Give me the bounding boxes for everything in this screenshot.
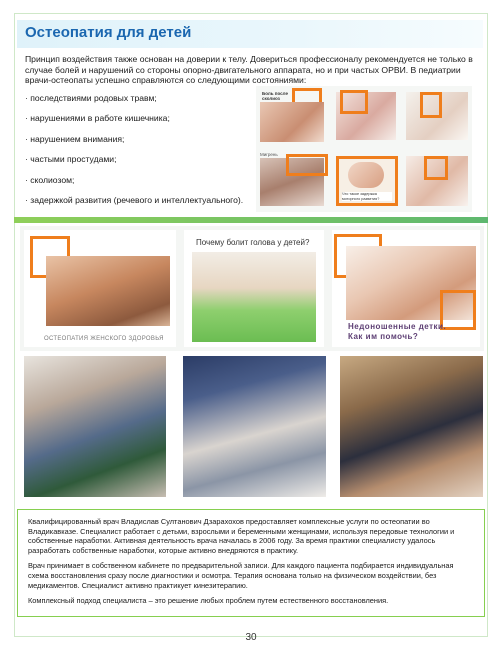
paragraph: Квалифицированный врач Владислав Султанович Дзарахохов предоставляет комплексные услуги по остеопатии во Владикавказе. Специалист работает с детьми, взрослыми и беременными женщинами, используя передовые технологии и собственные наработки. Активная деятельность врача началась в 2006 году. За время практики специалисту удалось разработать собственные наработки, которые активно внедряются в практику. xyxy=(28,517,455,555)
list-item: · задержкой развития (речевого и интеллектуального). xyxy=(25,194,244,205)
conditions-list xyxy=(25,93,255,215)
list-item: · последствиями родовых травм; xyxy=(25,93,157,103)
thumbnail-label: Мигрень xyxy=(260,152,278,157)
photo-infant-treatment xyxy=(183,356,326,497)
list-item: · нарушением внимания; xyxy=(25,133,125,144)
orange-frame xyxy=(420,92,442,118)
card-child-headache[interactable] xyxy=(184,230,324,347)
page-title: Остеопатия для детей xyxy=(25,24,192,41)
doctor-description xyxy=(17,509,485,617)
photo-back-massage xyxy=(46,256,170,326)
card-premature-babies[interactable] xyxy=(332,230,480,347)
paragraph: Врач принимает в собственном кабинете по предварительной записи. Для каждого пациента подбирается индивидуальная схема восстановления сразу после диагностики и осмотра. Терапия основана только на физическом воздействии, без медикаментов. Специалист активно практикует кинезитерапию. xyxy=(28,561,454,590)
article-cards xyxy=(20,226,484,351)
orange-frame xyxy=(286,154,328,176)
photo-doctor-with-child xyxy=(24,356,166,497)
green-divider xyxy=(14,217,488,223)
page-number: 30 xyxy=(245,632,257,643)
card-womens-health[interactable] xyxy=(24,230,176,347)
orange-frame xyxy=(424,156,448,180)
card-headline: Почему болит голова у детей? xyxy=(196,238,310,247)
card-caption: ОСТЕОПАТИЯ ЖЕНСКОГО ЗДОРОВЬЯ xyxy=(44,336,164,342)
list-item: · нарушениями в работе кишечника; xyxy=(25,113,170,124)
thumbnail-back-massage xyxy=(260,102,324,142)
thumbnail-baby-crawling xyxy=(348,162,384,188)
intro-paragraph: Принцип воздействия также основан на доверии к телу. Довериться профессионалу рекомендуется не только в случае болей и нарушений со стороны опорно-двигательного аппарата, но и при частых ОРВИ. В педиатрии врачи-остеопаты успешно справляются со следующими состояниями: xyxy=(25,54,473,86)
card-headline-line1: Недоношенные детки. xyxy=(348,322,447,331)
orange-frame xyxy=(340,90,368,114)
thumbnail-collage xyxy=(256,86,472,212)
thumbnail-label: Что такое задержка моторного развития? xyxy=(342,192,392,201)
paragraph: Комплексный подход специалиста – это решение любых проблем путем естественного восстановления. xyxy=(28,596,389,606)
thumbnail-label: Боль после сколиоз xyxy=(262,91,288,101)
card-headline-line2: Как им помочь? xyxy=(348,332,419,341)
photo-doctor-portrait xyxy=(340,356,483,497)
photo-child-headache xyxy=(192,252,316,342)
list-item: · сколиозом; xyxy=(25,174,75,185)
list-item: · частыми простудами; xyxy=(25,154,117,165)
